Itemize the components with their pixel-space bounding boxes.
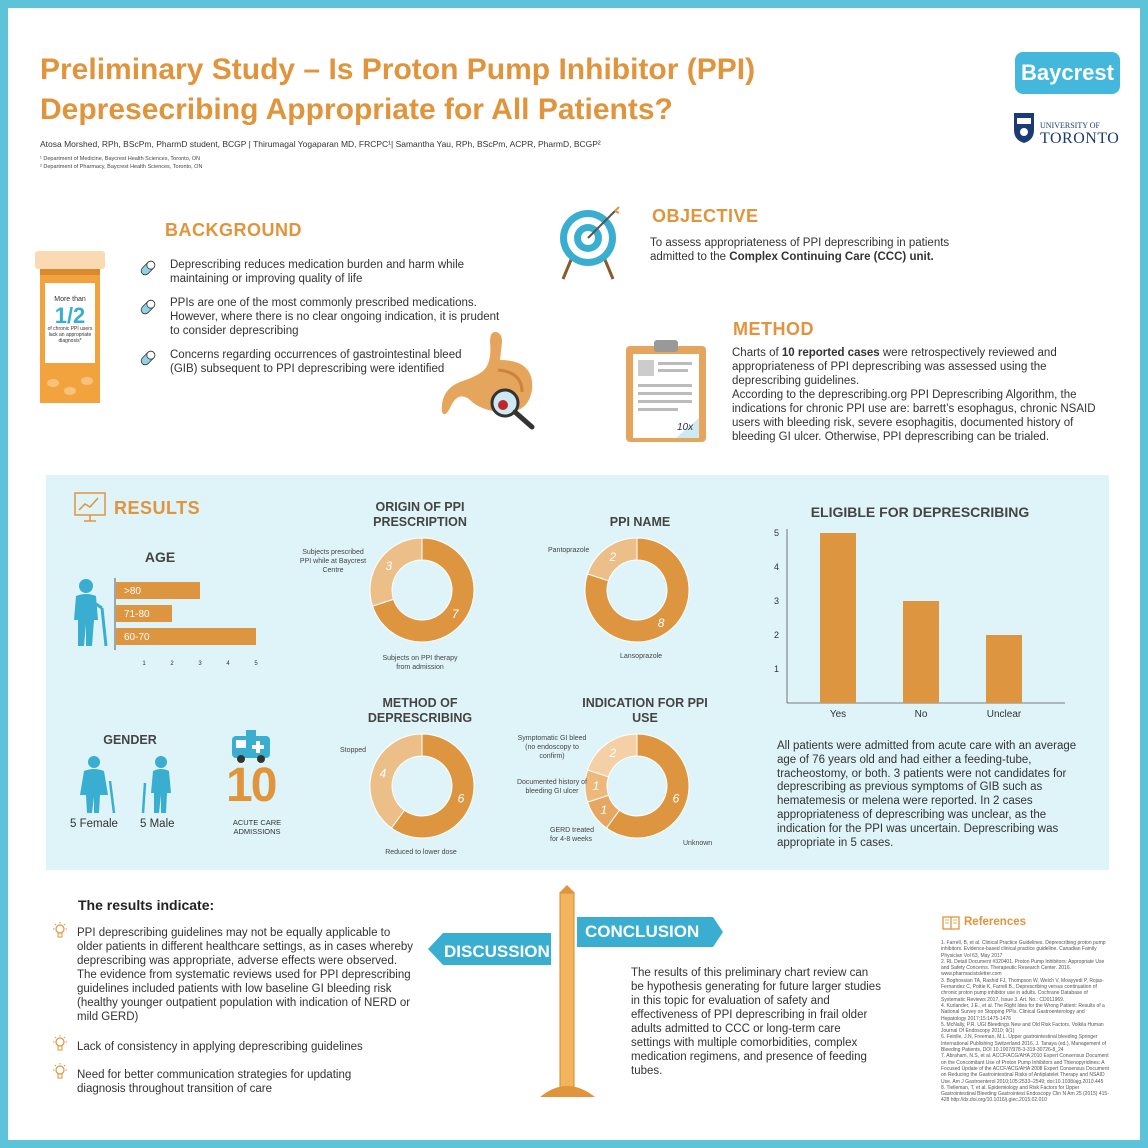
objective-text: [650, 236, 980, 264]
age-bar-chart: [112, 578, 272, 670]
lightbulb-icon: [52, 1035, 68, 1058]
uoft-small: UNIVERSITY OF: [1040, 121, 1100, 130]
age-tick: 4: [226, 661, 230, 667]
x-category-label: Unclear: [986, 709, 1022, 720]
title-line-1: Preliminary Study – Is Proton Pump Inhibitor (PPI): [40, 53, 756, 86]
capsule-icon: [138, 348, 158, 373]
donut-value-label: 2: [609, 745, 617, 760]
baycrest-logo: Baycrest: [1015, 52, 1120, 94]
reference-item: 7. Abraham, N.S, et al. ACCF/ACG/AHA 2010 Expert Consensus Document on the Concomitant Use of Proton Pump Inhibitors and Thienopyridines: A Focused Update of the ACCF/ACG/AHA 2008 Expert Consensus Document on Reducing the Gastrointestinal Risks of Antiplatelet Therapy and NSAID Use. Am J Gastroenterol 2010;105:2533–2549; doi:10.1038/ajg.2010.445: [941, 1053, 1109, 1085]
sign-conclusion: CONCLUSION: [585, 922, 700, 941]
sign-discussion: DISCUSSION: [444, 942, 550, 961]
conclusion-text: The results of this preliminary chart review can be hypothesis generating for future larger studies in this topic for evaluation of safety and effectiveness of PPI deprescribing in frail older adults admitted to CCC or long-term care settings with multiple comorbidities, complex medication regimens, and presence of feeding tubes.: [631, 967, 881, 1077]
donut-value-label: 6: [672, 791, 680, 806]
reference-item: 4. Kurlander, J.E., et al. The Right Idea for the Wrong Patient: Results of a National Survey on Stopping PPIs. Clinical Gastroenterology and Hepatology 2017;15:1475-1476: [941, 1002, 1105, 1022]
method-paragraph-2: According to the deprescribing.org PPI Deprescribing Algorithm, the indications for chronic PPI use are: barrett’s esophagus, chronic NSAID users with bleeding risk, severe esophagitis, documented history of bleeding GI ulcer. Otherwise, PPI deprescribing can be trialed.: [732, 389, 1096, 443]
gender-title: GENDER: [103, 733, 157, 747]
bottle-big: 1/2: [54, 303, 86, 328]
age-tick: 2: [170, 661, 174, 667]
references-heading: References: [964, 916, 1027, 928]
authors: Atosa Morshed, RPh, BScPm, PharmD student, BCGP | Thirumagal Yogaparan MD, FRCPC¹| Samantha Yau, RPh, BScPm, ACPR, PharmD, BCGP²: [40, 139, 601, 149]
eligible-bar: [986, 635, 1022, 703]
x-category-label: Yes: [829, 709, 847, 720]
objective-text-prefix: To assess appropriateness of PPI deprescribing in patients admitted to the: [650, 237, 950, 263]
chart-title-origin: ORIGIN OF PPI PRESCRIPTION: [373, 500, 467, 529]
y-tick-label: 2: [773, 630, 779, 640]
admissions-number: 10: [226, 759, 276, 812]
method-p1-suffix: were retrospectively reviewed and appropriateness of PPI deprescribing was assessed using the deprescribing guidelines.: [732, 347, 1057, 387]
elderly-person-icon: [68, 578, 112, 653]
affiliation-1: ¹ Department of Medicine, Baycrest Health Sciences, Toronto, ON: [40, 156, 201, 162]
reference-item: 1. Farrell, B, et al. Clinical Practice Guidelines. Deprescribing proton pump inhibitors. Evidence-based clinical practice guideline. Canadian Family Physician Vol 63, May 2017: [941, 940, 1106, 959]
lightbulb-icon: [52, 922, 68, 945]
eligible-bar: [903, 601, 939, 703]
capsule-icon: [138, 258, 158, 283]
x-category-label: No: [914, 709, 928, 720]
donut-slice: [370, 734, 422, 828]
objective-heading: OBJECTIVE: [652, 206, 759, 226]
method-heading: METHOD: [733, 319, 814, 339]
eligible-bar: [820, 533, 856, 703]
age-title: AGE: [144, 549, 176, 565]
origin-label-admission: Subjects on PPI therapy from admission: [382, 655, 458, 671]
chart-title-method: METHOD OF DEPRESCRIBING: [367, 696, 473, 725]
reference-item: 8. Tielleman, T, et al. Epidemiology and Risk Factors for Upper Gastrointestinal Bleeding Gastrointest Endoscopy Clin N Am 25 (2015) 415-428 http://dx.doi.org/10.1016/j.giec.2015.02.010: [941, 1084, 1109, 1104]
background-heading: BACKGROUND: [165, 220, 302, 240]
ppi-label-pantoprazole: Pantoprazole: [548, 547, 590, 554]
y-tick-label: 3: [773, 596, 779, 606]
donut-value-label: 2: [609, 549, 617, 564]
uoft-big: TORONTO: [1040, 130, 1120, 147]
donut-slice: [370, 538, 422, 606]
age-tick: 1: [142, 661, 146, 667]
results-heading: RESULTS: [114, 498, 201, 518]
y-tick-label: 5: [773, 528, 779, 538]
results-indicate: The results indicate:: [78, 897, 215, 913]
method-label-reduced: Reduced to lower dose: [385, 849, 457, 856]
bottle-line1: More than: [54, 296, 86, 303]
references-list: [941, 940, 1111, 1104]
discussion-bullet-2: Lack of consistency in applying deprescribing guidelines: [77, 1041, 363, 1053]
age-tick: 5: [254, 661, 258, 667]
method-paragraph-1: [732, 346, 1112, 388]
reference-item: 5. McNally, P.R. UGI Bleedings New and Old Risk Factors. Volkila Human Journal Of Endoscopy 2010; 9(1): [941, 1021, 1104, 1035]
chart-title-ppi-name: PPI NAME: [609, 515, 671, 529]
method-label-stopped: Stopped: [340, 747, 367, 754]
age-bar-label: 60-70: [124, 632, 150, 643]
discussion-bullet-1: PPI deprescribing guidelines may not be equally applicable to older patients in different healthcare settings, as in cases whereby deprescribing was appropriate, adverse effects were observed. The evidence from systematic reviews used for PPI deprescribing guidelines included patients with low baseline GI bleeding risk (healthy younger outpatient population with indication of NERD or mild GERD): [77, 927, 414, 1023]
admissions-label: ACUTE CARE ADMISSIONS: [232, 818, 282, 836]
chart-title-indication: INDICATION FOR PPI USE: [582, 696, 708, 725]
method-p1-prefix: Charts of: [732, 347, 782, 359]
lightbulb-icon: [52, 1063, 68, 1086]
indication-label-symptomatic: Symptomatic GI bleed (no endoscopy to confirm): [517, 735, 587, 760]
reference-item: 6. Feinlle, J.N, Freeman, M.L. Upper gastrointestinal bleeding Springer International Publishing Switzerland 2016, J. Tanaya (ed.), Management of Bleeding Patients, DOI 10.1007/978-3-319-30726-8_24: [941, 1034, 1107, 1054]
stomach-magnifier-icon: [440, 330, 550, 430]
age-bar-label: 71-80: [124, 609, 150, 620]
donut-value-label: 4: [379, 766, 387, 781]
poster-title: [40, 50, 1000, 130]
eligible-bar-chart: [765, 525, 1085, 725]
bottle-line2: of chronic PPI users lack an appropriate diagnosis*: [47, 326, 93, 344]
method-p1-bold: 10 reported cases: [781, 347, 880, 359]
affiliation-2: ² Department of Pharmacy, Baycrest Health Sciences, Toronto, ON: [40, 164, 203, 170]
book-icon: [942, 916, 960, 935]
donut-origin: [355, 530, 495, 650]
age-bar-label: >80: [124, 586, 141, 597]
donut-value-label: 1: [592, 779, 600, 793]
elderly-woman-icon: [74, 755, 118, 820]
results-chart-icon: [74, 492, 106, 527]
indication-label-ulcer: Documented history of bleeding GI ulcer: [516, 779, 588, 795]
reference-item: 3. Boghossian TA, Rashid FJ, Thompson W, Welch V, Moayyedi P, Rojas-Fernandez C, Pottie K, Farrell B., Deprescribing versus continuation of chronic proton pump inhibitor use in adults. Cochrane Database of Systematic Reviews 2017, Issue 3. Art. No.: CD011969.: [941, 977, 1104, 1003]
chart-title-eligible: ELIGIBLE FOR DEPRESCRIBING: [810, 504, 1030, 520]
objective-text-bold: Complex Continuing Care (CCC) unit.: [729, 251, 934, 263]
clipboard-icon: [626, 336, 706, 442]
background-bullet-1: Deprescribing reduces medication burden and harm while maintaining or improving quality of life: [170, 259, 465, 285]
male-count: 5 Male: [140, 818, 175, 830]
donut-value-label: 8: [657, 616, 665, 631]
donut-value-label: 6: [457, 791, 465, 806]
target-icon: [553, 205, 623, 280]
discussion-bullet-3: Need for better communication strategies for updating diagnosis throughout transition of care: [77, 1069, 352, 1095]
age-tick: 3: [198, 661, 202, 667]
background-bullet-3: Concerns regarding occurrences of gastrointestinal bleed (GIB) subsequent to PPI deprescribing were identified: [170, 349, 462, 375]
female-count: 5 Female: [70, 818, 118, 830]
uoft-crest-icon: [1013, 112, 1035, 144]
background-bullet-2: PPIs are one of the most commonly prescribed medications. However, where there is no clear ongoing indication, it is prudent to consider deprescribing: [170, 297, 500, 337]
donut-value-label: 7: [451, 607, 459, 622]
indication-label-gerd: GERD treated for 4-8 weeks: [550, 827, 594, 843]
donut-method: [355, 726, 495, 846]
title-line-2: Depresecribing Appropriate for All Patients?: [40, 93, 673, 126]
origin-label-baycrest: Subjects prescribed PPI while at Baycrest Centre: [299, 549, 367, 574]
y-tick-label: 4: [773, 562, 779, 572]
ppi-label-lansoprazole: Lansoprazole: [620, 653, 663, 660]
reference-item: 2. RL Detail Document #320401. Proton Pump Inhibitors: Appropriate Use and Safety Concerns. Therapeutic Research Center. 2016. www.pharmacistsletter.com: [941, 958, 1105, 978]
donut-value-label: 1: [600, 803, 608, 818]
results-summary: All patients were admitted from acute care with an average age of 76 years old and had either a feeding-tube, tracheostomy, or both. 3 patients were not candidates for deprescribing as previous symptoms of GIB such as hematemesis or melena were reported. In 2 cases appropriateness of deprescribing was unclear, as the indication for the PPI was uncertain. Deprescribing was appropriate in 5 cases.: [777, 740, 1077, 849]
clipboard-label: 10x: [677, 422, 694, 433]
capsule-icon: [138, 297, 158, 322]
indication-label-unknown: Unknown: [683, 840, 713, 847]
elderly-man-icon: [139, 755, 183, 820]
donut-value-label: 3: [385, 558, 393, 573]
y-tick-label: 1: [773, 664, 779, 674]
